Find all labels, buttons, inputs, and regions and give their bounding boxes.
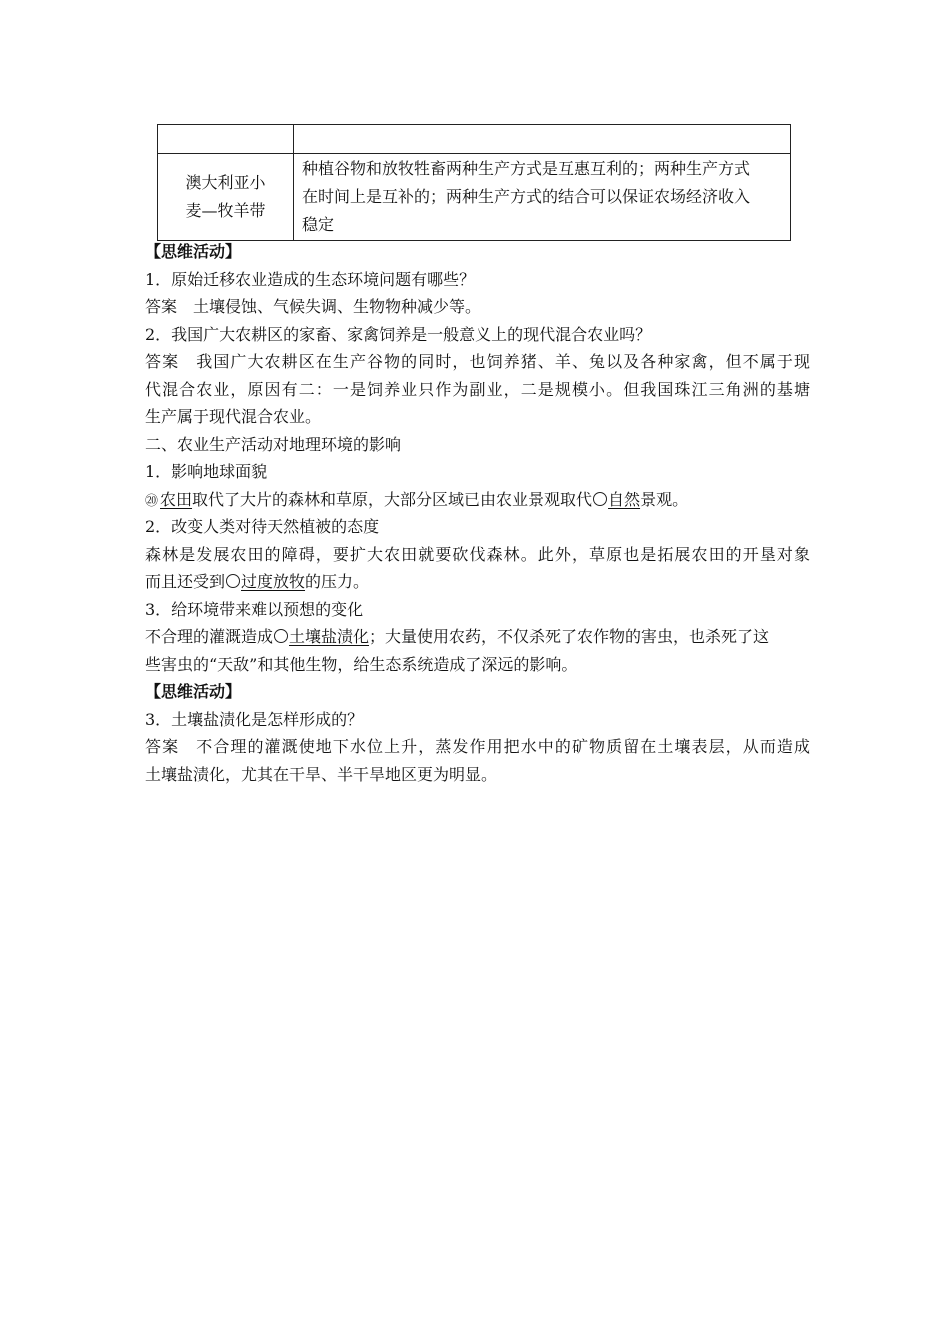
question: 1．原始迁移农业造成的生态环境问题有哪些？ xyxy=(145,269,476,289)
table-row xyxy=(158,125,791,154)
circle-marker-icon xyxy=(274,629,288,643)
section-title: 二、农业生产活动对地理环境的影响 xyxy=(145,434,402,454)
table-cell xyxy=(294,125,791,154)
sentence-text: 景观。 xyxy=(640,489,689,509)
blank-answer: 过度放牧 xyxy=(241,572,306,591)
activity-heading: 【思维活动】 xyxy=(145,682,242,701)
activity-heading: 【思维活动】 xyxy=(145,242,242,261)
answer-line: 答案 不合理的灌溉使地下水位上升，蒸发作用把水中的矿物质留在土壤表层，从而造成 xyxy=(145,737,810,756)
body-text xyxy=(145,238,810,788)
region-name-line: 澳大利亚小 xyxy=(185,173,266,192)
sentence-text: 不合理的灌溉造成 xyxy=(145,627,274,646)
sentence-text: 取代了大片的森林和草原，大部分区域已由农业景观取代 xyxy=(192,489,593,509)
subsection-title: 2．改变人类对待天然植被的态度 xyxy=(145,517,380,536)
answer: 答案 土壤侵蚀、气候失调、生物物种减少等。 xyxy=(145,297,482,316)
fill-in-line xyxy=(145,568,810,596)
description-line: 在时间上是互补的；两种生产方式的结合可以保证农场经济收入 xyxy=(302,187,751,206)
subsection-title: 3．给环境带来难以预想的变化 xyxy=(145,599,364,619)
question: 2．我国广大农耕区的家畜、家禽饲养是一般意义上的现代混合农业吗？ xyxy=(145,324,652,344)
answer-line: 答案 我国广大农耕区在生产谷物的同时，也饲养猪、羊、兔以及各种家禽，但不属于现 xyxy=(145,352,810,371)
circle-marker-icon xyxy=(226,574,240,588)
fill-in-line xyxy=(145,486,810,514)
blank-answer: 农田 xyxy=(160,489,193,509)
region-name-line: 麦—牧羊带 xyxy=(185,201,266,220)
paragraph-line: 森林是发展农田的障碍，要扩大农田就要砍伐森林。此外，草原也是拓展农田的开垦对象 xyxy=(145,544,810,564)
table-cell xyxy=(158,125,294,154)
circle-marker-icon xyxy=(593,492,607,506)
paragraph-line: 些害虫的“天敌”和其他生物，给生态系统造成了深远的影响。 xyxy=(145,654,578,674)
sentence-text: 的压力。 xyxy=(305,572,370,591)
description-cell xyxy=(294,154,791,241)
blank-answer: 土壤盐渍化 xyxy=(289,627,370,646)
sentence-text: ；大量使用农药，不仅杀死了农作物的害虫，也杀死了这 xyxy=(369,627,770,646)
item-number: ⑳ xyxy=(145,493,159,509)
agriculture-table xyxy=(157,124,791,241)
sentence-text: 而且还受到 xyxy=(145,572,226,591)
subsection-title: 1．影响地球面貌 xyxy=(145,462,268,481)
description-line: 稳定 xyxy=(302,215,335,234)
answer-line: 土壤盐渍化，尤其在干旱、半干旱地区更为明显。 xyxy=(145,764,498,784)
blank-answer: 自然 xyxy=(608,489,641,509)
answer-line: 生产属于现代混合农业。 xyxy=(145,407,322,426)
region-name-cell xyxy=(158,154,294,241)
question: 3．土壤盐渍化是怎样形成的？ xyxy=(145,709,364,729)
fill-in-line xyxy=(145,623,810,651)
answer-line: 代混合农业，原因有二：一是饲养业只作为副业，二是规模小。但我国珠江三角洲的基塘 xyxy=(145,379,810,399)
description-line: 种植谷物和放牧牲畜两种生产方式是互惠互利的；两种生产方式 xyxy=(302,159,751,178)
table-row xyxy=(158,154,791,241)
